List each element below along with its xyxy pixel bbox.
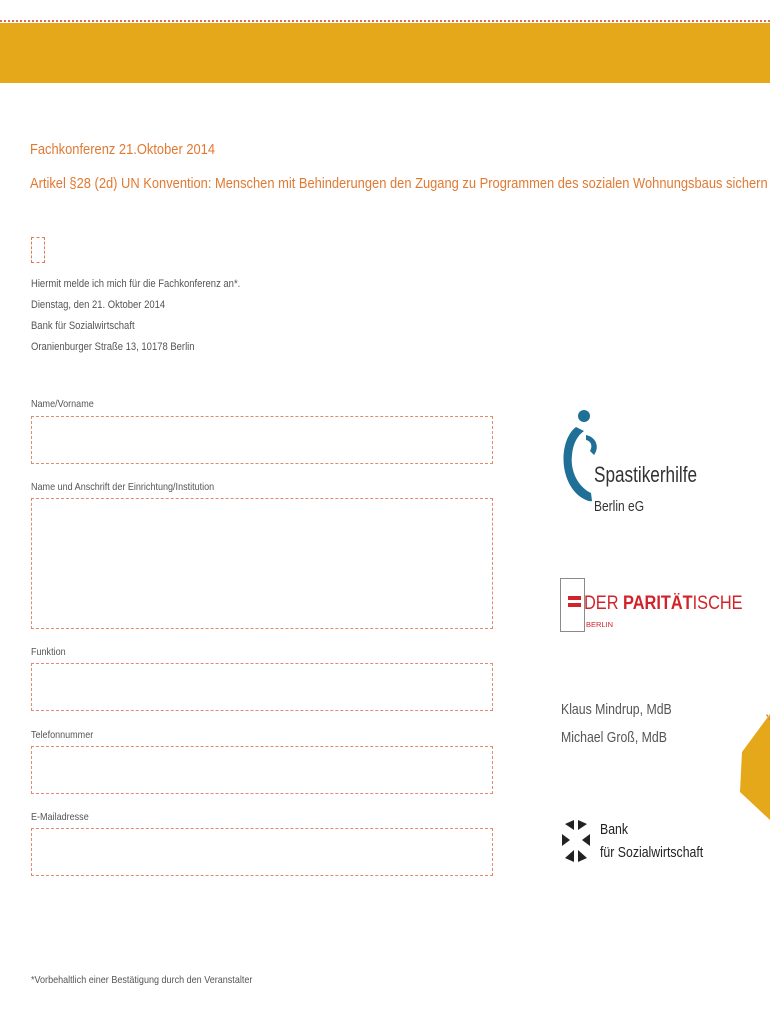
top-dotted-line xyxy=(0,20,770,22)
registration-address: Oranienburger Straße 13, 10178 Berlin xyxy=(31,341,195,353)
bank-subtitle: für Sozialwirtschaft xyxy=(600,844,704,861)
conference-title: Fachkonferenz 21.Oktober 2014 xyxy=(30,141,216,158)
person-gross: Michael Groß, MdB xyxy=(561,729,667,746)
registration-venue: Bank für Sozialwirtschaft xyxy=(31,320,135,332)
registration-date: Dienstag, den 21. Oktober 2014 xyxy=(31,299,166,311)
conference-subtitle: Artikel §28 (2d) UN Konvention: Menschen mit Behinderungen den Zugang zu Programmen des sozialen Wohnungsbaus sichern xyxy=(30,175,768,192)
email-field[interactable] xyxy=(31,828,493,876)
registration-line: Hiermit melde ich mich für die Fachkonferenz an*. xyxy=(31,278,241,290)
institution-field[interactable] xyxy=(31,498,493,629)
registration-checkbox[interactable] xyxy=(31,237,45,263)
institution-label: Name und Anschrift der Einrichtung/Institution xyxy=(31,481,215,493)
fold-decoration xyxy=(732,712,770,822)
registration-info xyxy=(31,274,240,358)
paritaet-name: DER PARITÄTISCHE xyxy=(584,593,743,614)
spastikerhilfe-name: Spastikerhilfe xyxy=(594,462,698,487)
spastikerhilfe-city: Berlin eG xyxy=(594,498,645,515)
phone-field[interactable] xyxy=(31,746,493,794)
function-label: Funktion xyxy=(31,646,66,658)
header-band xyxy=(0,23,770,83)
name-label: Name/Vorname xyxy=(31,398,94,410)
function-field[interactable] xyxy=(31,663,493,711)
name-field[interactable] xyxy=(31,416,493,464)
email-label: E-Mailadresse xyxy=(31,811,89,823)
phone-label: Telefonnummer xyxy=(31,729,94,741)
bank-logo-icon xyxy=(561,818,591,864)
person-mindrup: Klaus Mindrup, MdB xyxy=(561,701,672,718)
footnote: *Vorbehaltlich einer Bestätigung durch den Veranstalter xyxy=(31,974,253,986)
bank-name: Bank xyxy=(600,821,629,838)
paritaet-city: BERLIN xyxy=(586,620,614,629)
